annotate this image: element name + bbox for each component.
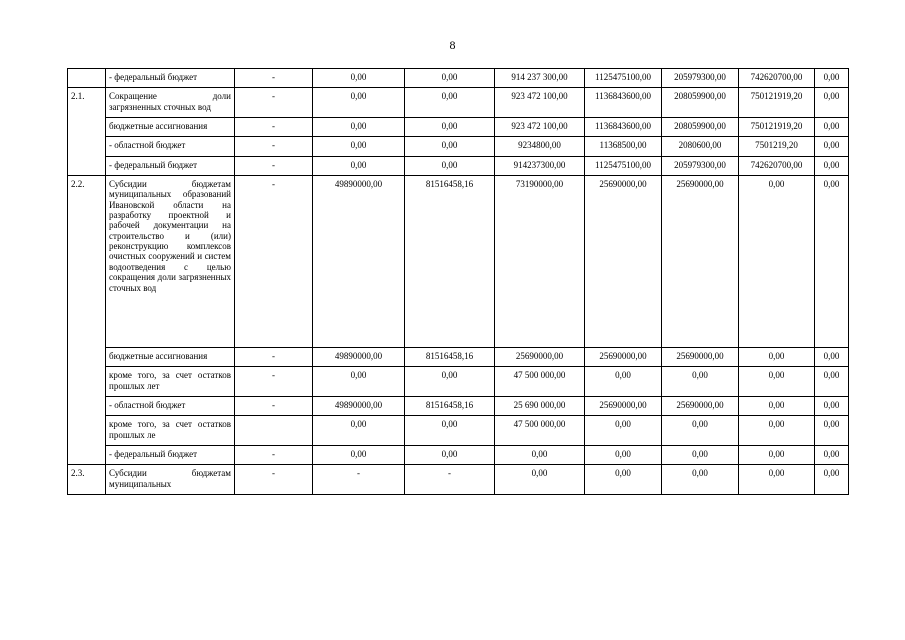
- cell-item-name: - федеральный бюджет: [106, 446, 235, 465]
- cell-value-c4: 923 472 100,00: [495, 88, 585, 118]
- cell-value-c7: 0,00: [739, 416, 815, 446]
- cell-value-c5: 25690000,00: [585, 397, 662, 416]
- cell-value-c3: 0,00: [405, 137, 495, 156]
- cell-value-c8: 0,00: [815, 446, 849, 465]
- table-row: [68, 465, 849, 495]
- cell-value-c8: 0,00: [815, 397, 849, 416]
- cell-value-c8: 0,00: [815, 367, 849, 397]
- cell-value-c5: 1125475100,00: [585, 69, 662, 88]
- cell-value-c7: 0,00: [739, 348, 815, 367]
- cell-value-c5: 25690000,00: [585, 348, 662, 367]
- table-row: [68, 446, 849, 465]
- cell-value-c4: 47 500 000,00: [495, 367, 585, 397]
- cell-value-c1: -: [235, 465, 313, 495]
- cell-value-c3: 0,00: [405, 367, 495, 397]
- cell-value-c4: 25 690 000,00: [495, 397, 585, 416]
- cell-item-name: кроме того, за счет остатков прошлых лет: [106, 367, 235, 397]
- page-number: 8: [449, 38, 456, 52]
- table-row: [68, 348, 849, 367]
- cell-value-c2: 0,00: [313, 156, 405, 175]
- cell-value-c2: 49890000,00: [313, 397, 405, 416]
- cell-value-c1: -: [235, 118, 313, 137]
- cell-value-c4: 47 500 000,00: [495, 416, 585, 446]
- cell-value-c1: -: [235, 397, 313, 416]
- cell-value-c2: 49890000,00: [313, 176, 405, 348]
- cell-item-number: 2.3.: [68, 465, 106, 495]
- cell-value-c7: 0,00: [739, 465, 815, 495]
- cell-value-c8: 0,00: [815, 88, 849, 118]
- cell-item-name: кроме того, за счет остатков прошлых ле: [106, 416, 235, 446]
- cell-value-c4: 0,00: [495, 465, 585, 495]
- cell-item-number: [68, 69, 106, 88]
- cell-value-c1: [235, 416, 313, 446]
- cell-value-c1: -: [235, 176, 313, 348]
- cell-value-c8: 0,00: [815, 156, 849, 175]
- cell-item-name: - федеральный бюджет: [106, 156, 235, 175]
- cell-value-c6: 2080600,00: [662, 137, 739, 156]
- cell-value-c5: 25690000,00: [585, 176, 662, 348]
- table-row: [68, 367, 849, 397]
- cell-value-c3: 81516458,16: [405, 348, 495, 367]
- cell-value-c4: 9234800,00: [495, 137, 585, 156]
- cell-value-c7: 742620700,00: [739, 69, 815, 88]
- cell-value-c6: 0,00: [662, 465, 739, 495]
- cell-value-c6: 25690000,00: [662, 397, 739, 416]
- cell-value-c8: 0,00: [815, 465, 849, 495]
- cell-value-c1: -: [235, 156, 313, 175]
- cell-item-name: - областной бюджет: [106, 397, 235, 416]
- cell-value-c8: 0,00: [815, 137, 849, 156]
- cell-item-name: - областной бюджет: [106, 137, 235, 156]
- cell-value-c1: -: [235, 88, 313, 118]
- cell-value-c6: 208059900,00: [662, 88, 739, 118]
- cell-item-name: бюджетные ассигнования: [106, 348, 235, 367]
- cell-value-c4: 914237300,00: [495, 156, 585, 175]
- table-row: [68, 118, 849, 137]
- cell-value-c7: 750121919,20: [739, 118, 815, 137]
- cell-value-c2: 0,00: [313, 137, 405, 156]
- cell-value-c5: 0,00: [585, 446, 662, 465]
- cell-value-c3: 0,00: [405, 69, 495, 88]
- table-row: [68, 69, 849, 88]
- cell-value-c7: 0,00: [739, 176, 815, 348]
- cell-value-c7: 0,00: [739, 367, 815, 397]
- cell-value-c8: 0,00: [815, 416, 849, 446]
- cell-value-c1: -: [235, 348, 313, 367]
- cell-value-c8: 0,00: [815, 348, 849, 367]
- cell-value-c2: 0,00: [313, 367, 405, 397]
- cell-value-c8: 0,00: [815, 118, 849, 137]
- table-row: [68, 137, 849, 156]
- table-row: [68, 88, 849, 118]
- cell-value-c3: 0,00: [405, 446, 495, 465]
- table-row: [68, 176, 849, 348]
- table-row: [68, 156, 849, 175]
- cell-item-name: бюджетные ассигнования: [106, 118, 235, 137]
- cell-value-c3: 81516458,16: [405, 397, 495, 416]
- cell-value-c1: -: [235, 446, 313, 465]
- cell-value-c4: 73190000,00: [495, 176, 585, 348]
- cell-value-c2: 49890000,00: [313, 348, 405, 367]
- cell-value-c1: -: [235, 367, 313, 397]
- cell-value-c7: 7501219,20: [739, 137, 815, 156]
- cell-item-name: Субсидии бюджетам муниципальных: [106, 465, 235, 495]
- cell-value-c5: 0,00: [585, 367, 662, 397]
- cell-value-c2: 0,00: [313, 416, 405, 446]
- cell-value-c6: 0,00: [662, 367, 739, 397]
- cell-value-c4: 923 472 100,00: [495, 118, 585, 137]
- cell-item-number: 2.1.: [68, 88, 106, 176]
- cell-value-c6: 0,00: [662, 416, 739, 446]
- cell-value-c6: 0,00: [662, 446, 739, 465]
- cell-value-c5: 0,00: [585, 465, 662, 495]
- cell-value-c5: 11368500,00: [585, 137, 662, 156]
- budget-table: [67, 68, 849, 495]
- cell-value-c6: 25690000,00: [662, 348, 739, 367]
- cell-value-c2: 0,00: [313, 118, 405, 137]
- cell-item-name: - федеральный бюджет: [106, 69, 235, 88]
- cell-value-c6: 208059900,00: [662, 118, 739, 137]
- cell-value-c7: 0,00: [739, 446, 815, 465]
- cell-value-c2: 0,00: [313, 446, 405, 465]
- cell-value-c1: -: [235, 69, 313, 88]
- cell-value-c7: 0,00: [739, 397, 815, 416]
- cell-value-c5: 0,00: [585, 416, 662, 446]
- cell-value-c6: 205979300,00: [662, 69, 739, 88]
- cell-item-name: Субсидии бюджетам муниципальных образований Ивановской области на разработку проектной и рабочей документации на строительство и (или) реконструкцию комплексов очистных сооружений и систем водоотведения с целью сокращения доли загрязненных сточных вод: [106, 176, 235, 348]
- cell-value-c6: 25690000,00: [662, 176, 739, 348]
- cell-value-c1: -: [235, 137, 313, 156]
- table-row: [68, 416, 849, 446]
- cell-value-c3: 0,00: [405, 118, 495, 137]
- cell-value-c2: 0,00: [313, 69, 405, 88]
- cell-value-c4: 914 237 300,00: [495, 69, 585, 88]
- table-row: [68, 397, 849, 416]
- cell-value-c7: 742620700,00: [739, 156, 815, 175]
- cell-value-c4: 25690000,00: [495, 348, 585, 367]
- cell-value-c3: 0,00: [405, 156, 495, 175]
- cell-value-c2: 0,00: [313, 88, 405, 118]
- cell-value-c5: 1125475100,00: [585, 156, 662, 175]
- cell-value-c3: 0,00: [405, 416, 495, 446]
- cell-value-c5: 1136843600,00: [585, 88, 662, 118]
- cell-value-c3: -: [405, 465, 495, 495]
- cell-value-c3: 81516458,16: [405, 176, 495, 348]
- cell-value-c3: 0,00: [405, 88, 495, 118]
- cell-value-c2: -: [313, 465, 405, 495]
- cell-item-number: 2.2.: [68, 176, 106, 465]
- cell-value-c5: 1136843600,00: [585, 118, 662, 137]
- cell-value-c4: 0,00: [495, 446, 585, 465]
- cell-value-c6: 205979300,00: [662, 156, 739, 175]
- cell-value-c7: 750121919,20: [739, 88, 815, 118]
- cell-value-c8: 0,00: [815, 69, 849, 88]
- cell-item-name: Сокращение доли загрязненных сточных вод: [106, 88, 235, 118]
- cell-value-c8: 0,00: [815, 176, 849, 348]
